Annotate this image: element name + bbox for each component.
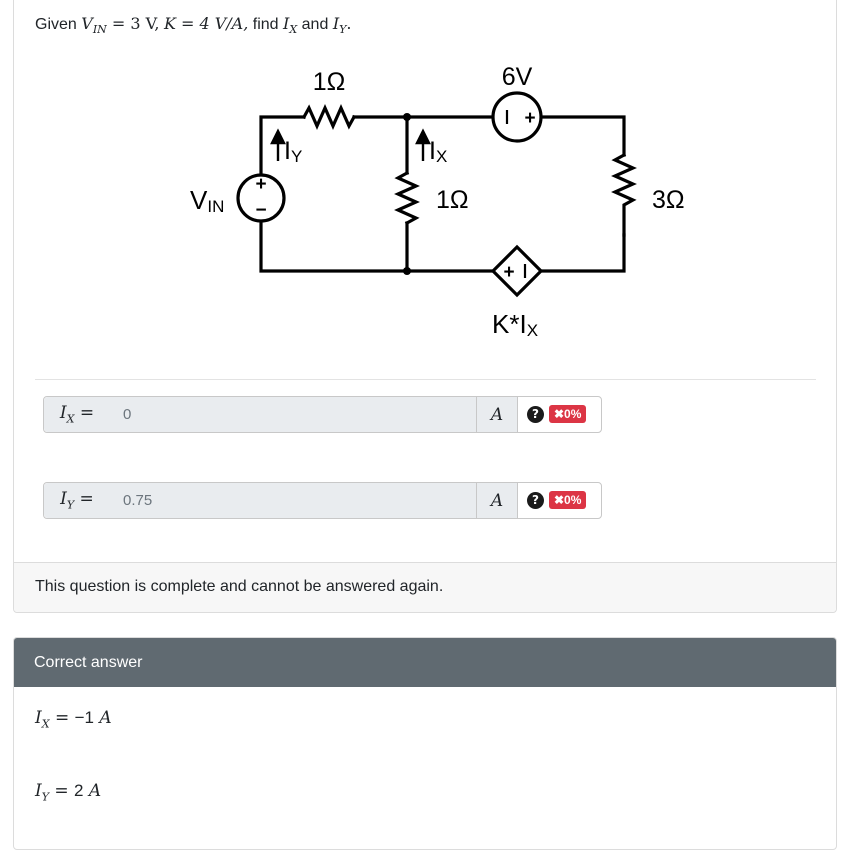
v6-label: 6V <box>501 63 533 91</box>
vin-label: VIN <box>190 185 225 216</box>
answer-unit: A <box>477 397 518 432</box>
wire-top-right <box>543 117 624 155</box>
question-text: Given $V_{IN} = 3$ V, K = 4 V/A, find $I_X$ and $I_Y$. <box>35 14 352 37</box>
dep-plus: + <box>503 262 515 283</box>
vin-math: $V_{IN} = 3$ V, <box>81 14 160 37</box>
wire-left-bottom <box>261 221 492 271</box>
answer-unit: A <box>477 483 518 518</box>
ix-label: IX <box>429 137 448 166</box>
answer-input-group <box>43 482 602 519</box>
vin-plus: + <box>255 174 267 195</box>
question-footer <box>14 562 836 612</box>
answer-row-iy <box>43 482 603 519</box>
answer-prefix: $I_Y$ = <box>44 483 111 518</box>
score-badge: ✖0% <box>549 491 586 509</box>
answer-row-ix <box>43 396 603 433</box>
help-icon[interactable]: ? <box>527 492 544 509</box>
ix-answer-input[interactable]: 0 <box>110 397 477 432</box>
answer-input-group <box>43 396 602 433</box>
section-divider <box>35 379 816 380</box>
wire-left-top <box>261 117 304 175</box>
answer-feedback <box>527 404 586 424</box>
v6-plus: + <box>524 108 536 129</box>
resistor-r2-zigzag <box>398 173 416 223</box>
correct-answer-card <box>13 637 837 850</box>
circuit-diagram <box>174 57 714 347</box>
r2-label: 1Ω <box>436 186 469 214</box>
iy-arrow <box>272 131 284 161</box>
junction-top <box>403 113 411 121</box>
dep-label: K*IX <box>492 309 539 340</box>
correct-ix: $I_X = -1$ A <box>35 708 112 731</box>
k-math: K = 4 V/A, <box>163 14 249 33</box>
score-badge: ✖0% <box>549 405 586 423</box>
iy-math: $I_Y$. <box>332 14 352 37</box>
ix-math: $I_X$ <box>283 14 298 37</box>
dependent-source <box>493 247 541 295</box>
r3-label: 3Ω <box>652 186 685 214</box>
vin-minus: − <box>255 200 267 221</box>
question-card <box>13 0 837 613</box>
help-icon[interactable]: ? <box>527 406 544 423</box>
answer-prefix: $I_X$ = <box>44 397 111 432</box>
junction-bottom <box>403 267 411 275</box>
resistor-r3-zigzag <box>615 155 633 235</box>
footer-message: This question is complete and cannot be answered again. <box>35 578 444 595</box>
correct-iy: $I_Y = 2$ A <box>35 781 102 804</box>
correct-answer-header: Correct answer <box>14 638 836 687</box>
resistor-r1-zigzag <box>304 108 354 126</box>
iy-label: IY <box>284 137 303 166</box>
iy-answer-input[interactable]: 0.75 <box>110 483 477 518</box>
r1-label: 1Ω <box>312 68 346 96</box>
ix-arrow <box>417 131 429 161</box>
answer-feedback <box>527 490 586 510</box>
wire-bottom-right <box>543 235 624 271</box>
